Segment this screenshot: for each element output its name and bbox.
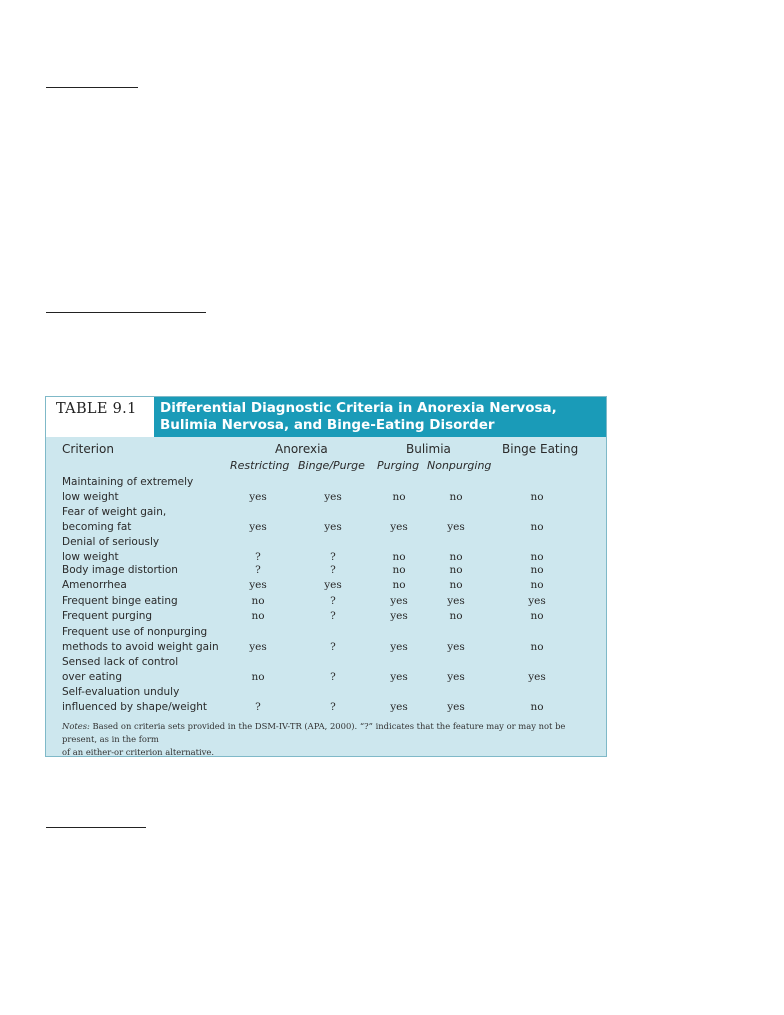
table-cell: yes — [249, 521, 267, 533]
table-cell: yes — [447, 671, 465, 683]
table-title — [154, 397, 606, 437]
table-cell: yes — [390, 671, 408, 683]
table-cell: ? — [330, 564, 336, 576]
criterion-text: Self-evaluation unduly — [62, 686, 180, 698]
criterion-text: Maintaining of extremely — [62, 476, 194, 488]
table-cell: ? — [330, 610, 336, 622]
criterion-text: methods to avoid weight gain — [62, 641, 219, 653]
table-cell: ? — [255, 564, 261, 576]
table-cell: no — [530, 551, 544, 563]
table-cell: yes — [390, 701, 408, 713]
table-cell: no — [530, 610, 544, 622]
criterion-text: Frequent binge eating — [62, 595, 178, 607]
subheader-nonpurging: Nonpurging — [427, 459, 492, 472]
column-header-bulimia: Bulimia — [406, 442, 451, 456]
criterion-text: Body image distortion — [62, 564, 178, 576]
table-cell: yes — [390, 521, 408, 533]
table-cell: no — [530, 579, 544, 591]
criterion-text: Frequent use of nonpurging — [62, 626, 208, 638]
table-cell: no — [449, 491, 463, 503]
column-header-binge-eating: Binge Eating — [502, 442, 579, 456]
notes-label: Notes: — [62, 721, 90, 731]
table-cell: yes — [324, 491, 342, 503]
table-cell: yes — [447, 641, 465, 653]
table-cell: yes — [324, 521, 342, 533]
table-header — [46, 397, 606, 437]
table-cell: no — [530, 641, 544, 653]
table-cell: no — [449, 551, 463, 563]
table-notes — [62, 720, 602, 759]
criterion-text: Amenorrhea — [62, 579, 127, 591]
table-cell: yes — [249, 641, 267, 653]
table-cell: no — [530, 521, 544, 533]
criterion-text: low weight — [62, 491, 119, 503]
section-rule — [46, 312, 206, 313]
section-rule — [46, 87, 138, 88]
table-cell: no — [251, 595, 265, 607]
table-cell: yes — [249, 491, 267, 503]
table-cell: no — [392, 579, 406, 591]
table-cell: yes — [447, 595, 465, 607]
criterion-text: Fear of weight gain, — [62, 506, 167, 518]
table-cell: no — [449, 579, 463, 591]
table-cell: no — [392, 491, 406, 503]
table-cell: no — [530, 564, 544, 576]
notes-text: Based on criteria sets provided in the DSM-IV-TR (APA, 2000). “?” indicates that the feature may or may not be present, as in the form — [62, 721, 566, 744]
table-cell: yes — [249, 579, 267, 591]
criterion-text: Denial of seriously — [62, 536, 160, 548]
table-cell: yes — [390, 641, 408, 653]
criterion-text: over eating — [62, 671, 123, 683]
criterion-text: Frequent purging — [62, 610, 153, 622]
table-cell: yes — [528, 671, 546, 683]
subheader-purging: Purging — [377, 459, 420, 472]
section-rule — [46, 827, 146, 828]
criterion-text: low weight — [62, 551, 119, 563]
criterion-text: Sensed lack of control — [62, 656, 179, 668]
subheader-binge-purge: Binge/Purge — [298, 459, 365, 472]
criterion-text: influenced by shape/weight — [62, 701, 208, 713]
table-title-line: Differential Diagnostic Criteria in Anorexia Nervosa, — [160, 400, 557, 416]
table-cell: yes — [528, 595, 546, 607]
table-cell: ? — [330, 641, 336, 653]
column-header-anorexia: Anorexia — [275, 442, 328, 456]
table-cell: ? — [330, 701, 336, 713]
column-header-criterion: Criterion — [62, 442, 114, 456]
table-cell: yes — [390, 610, 408, 622]
table-cell: no — [392, 564, 406, 576]
table-cell: yes — [447, 521, 465, 533]
table-cell: yes — [324, 579, 342, 591]
table-cell: no — [449, 610, 463, 622]
table-cell: ? — [330, 551, 336, 563]
table-title-line: Bulimia Nervosa, and Binge-Eating Disorder — [160, 417, 495, 433]
subheader-restricting: Restricting — [230, 459, 290, 472]
table-cell: no — [449, 564, 463, 576]
table-cell: yes — [447, 701, 465, 713]
table-cell: no — [392, 551, 406, 563]
table-cell: ? — [255, 701, 261, 713]
table-cell: yes — [390, 595, 408, 607]
table-cell: no — [251, 610, 265, 622]
diagnostic-criteria-table — [45, 396, 607, 757]
criterion-text: becoming fat — [62, 521, 132, 533]
table-cell: ? — [255, 551, 261, 563]
table-cell: ? — [330, 595, 336, 607]
table-cell: no — [251, 671, 265, 683]
table-label: TABLE 9.1 — [46, 397, 154, 437]
notes-text: of an either-or criterion alternative. — [62, 747, 214, 757]
table-cell: ? — [330, 671, 336, 683]
table-cell: no — [530, 701, 544, 713]
table-cell: no — [530, 491, 544, 503]
